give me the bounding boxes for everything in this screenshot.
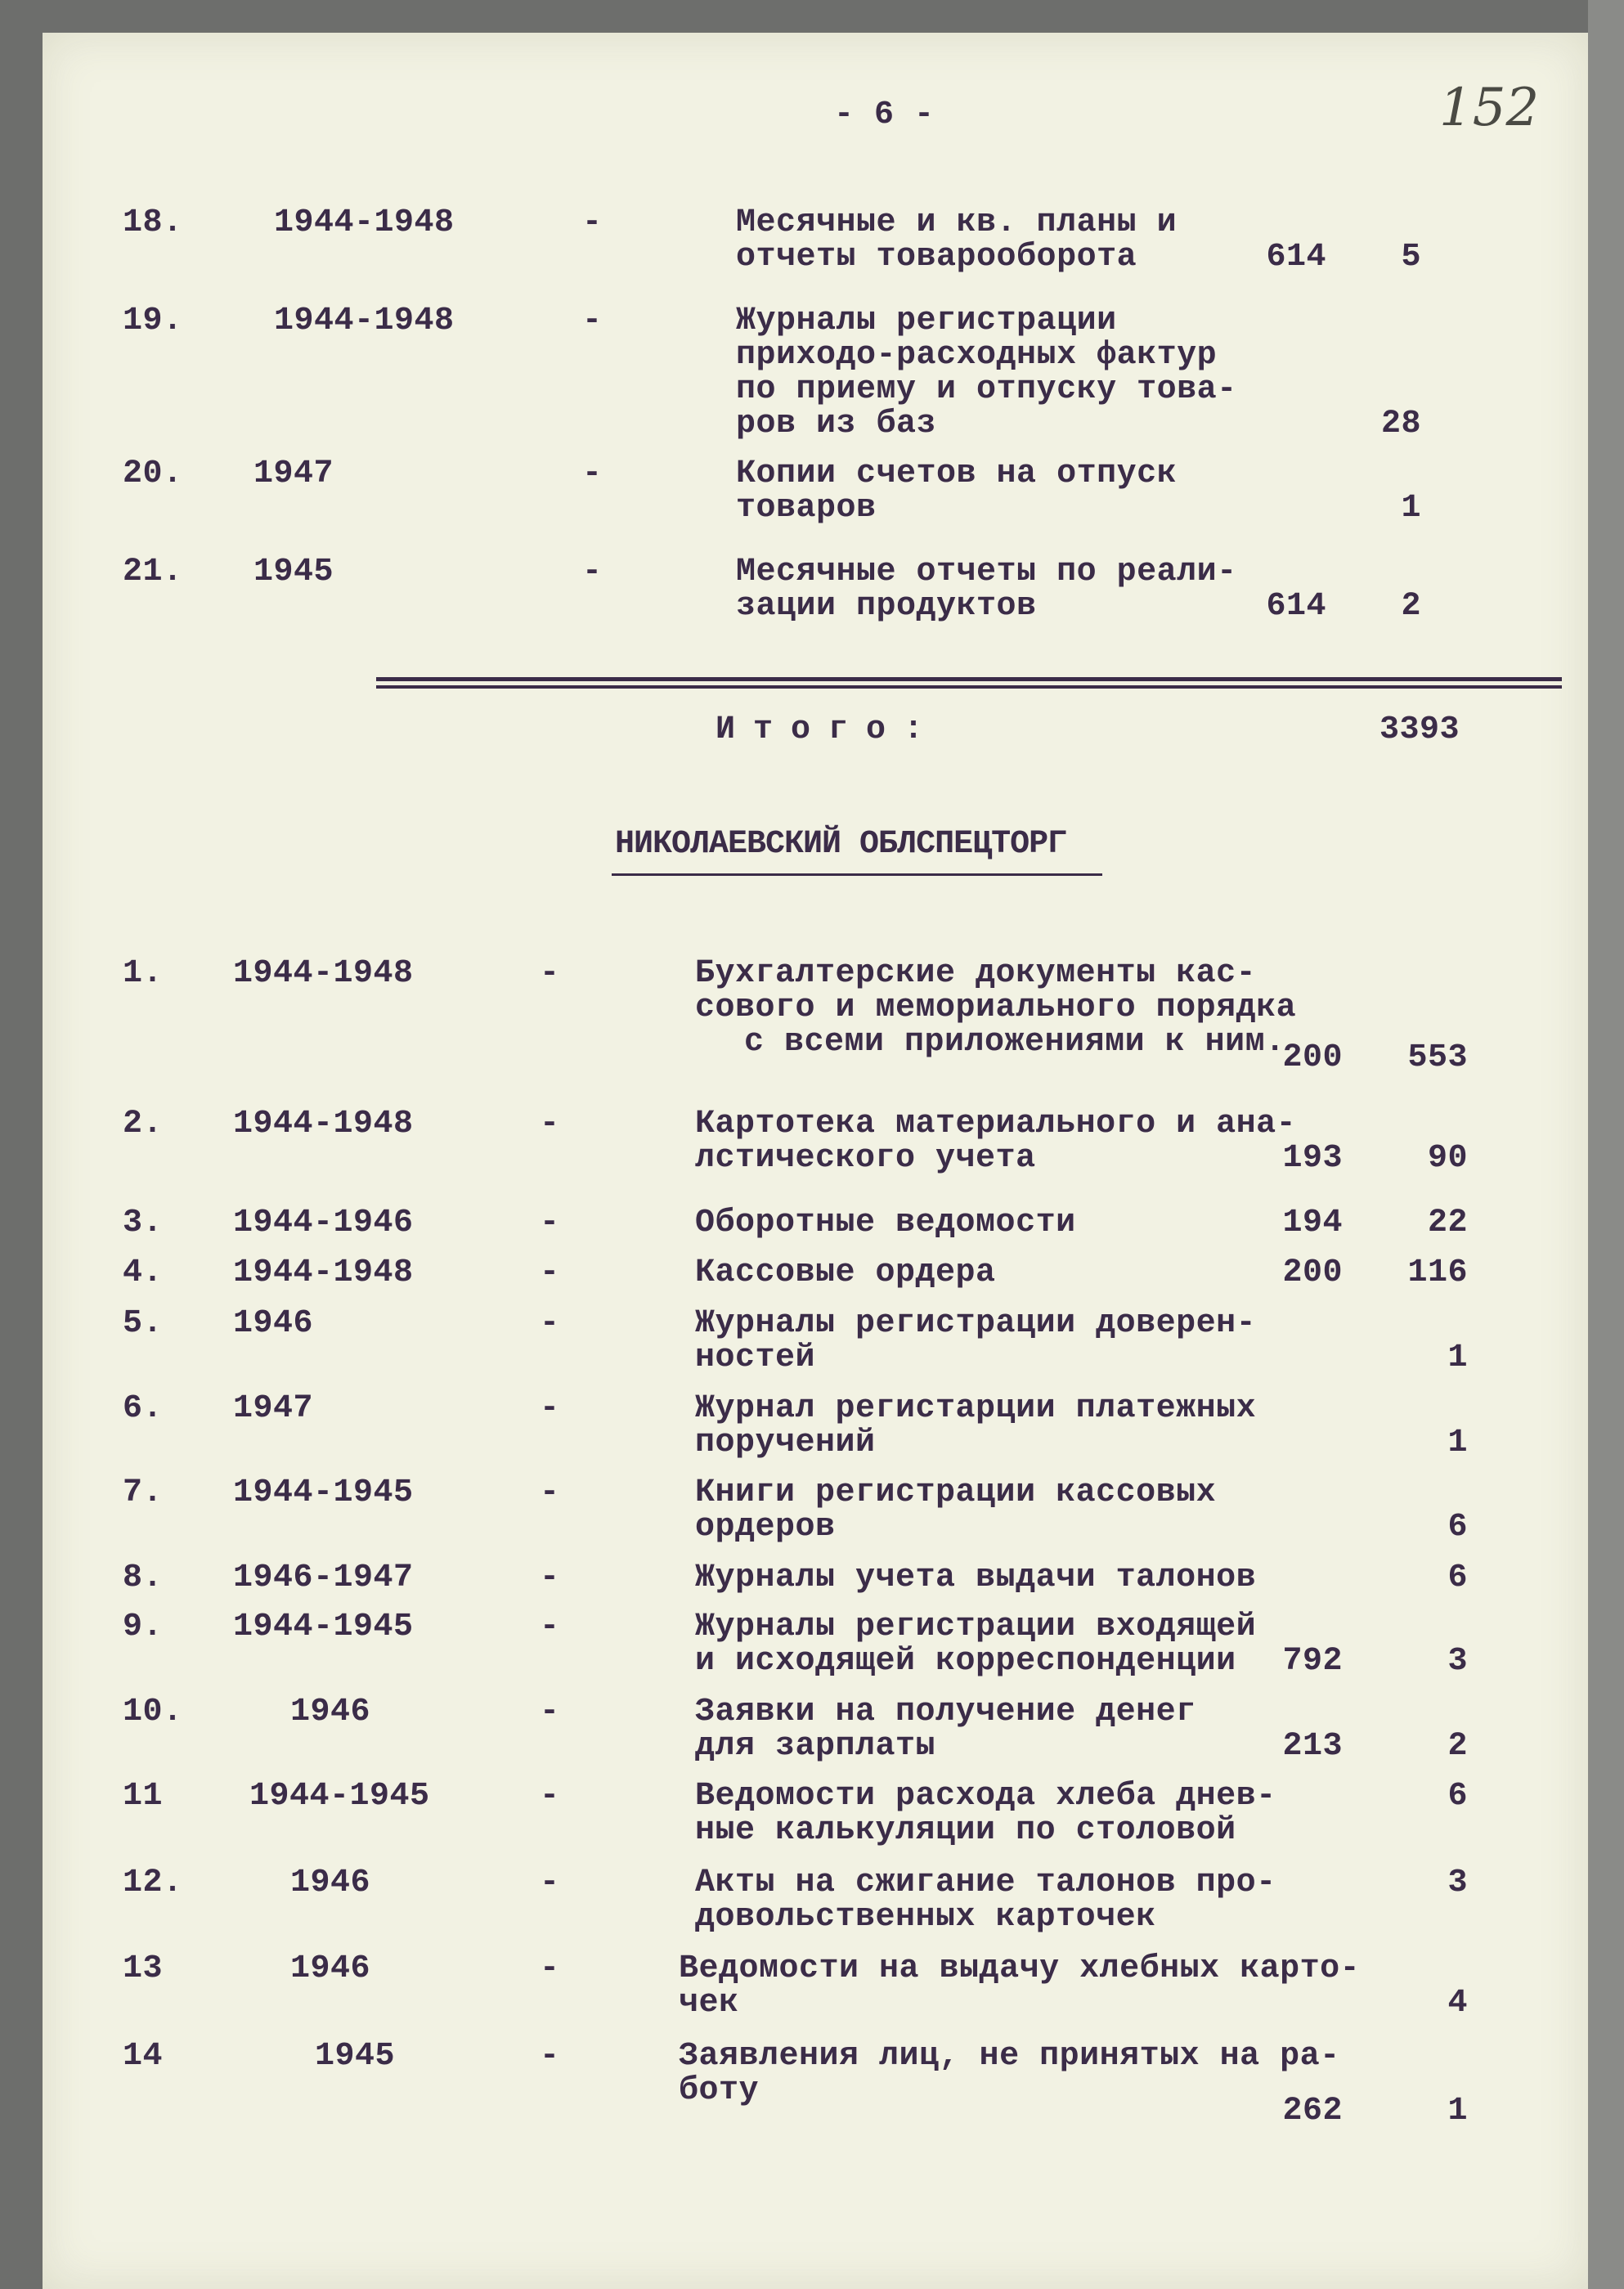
row-item-count: 4 (1447, 1985, 1468, 2022)
row-description-line: Журналы регистрации доверен- (695, 1305, 1257, 1342)
row-description-line: для зарплаты (695, 1728, 936, 1765)
row-years: 1944-1948 (274, 204, 455, 241)
row-description-line: Месячные отчеты по реали- (736, 554, 1237, 590)
row-item-count: 1 (1447, 2093, 1468, 2130)
row-item-count: 553 (1407, 1039, 1468, 1076)
row-item-count: 116 (1407, 1254, 1468, 1291)
row-years: 1944-1948 (233, 1254, 414, 1291)
row-number: 10. (123, 1694, 183, 1730)
row-years: 1944-1945 (233, 1474, 414, 1511)
row-number: 20. (123, 456, 183, 492)
row-dash: - (540, 1254, 560, 1291)
row-years: 1946-1947 (233, 1560, 414, 1596)
double-rule-top (376, 677, 1562, 681)
row-description-line: Кассовые ордера (695, 1254, 996, 1291)
row-description-line: Журналы учета выдачи талонов (695, 1560, 1257, 1596)
scanner-background (1588, 0, 1624, 2289)
row-dash: - (540, 1694, 560, 1730)
row-years: 1944-1945 (233, 1609, 414, 1645)
row-description-line: с всеми приложениями к ним. (744, 1024, 1285, 1061)
row-description-line: Месячные и кв. планы и (736, 204, 1178, 241)
row-item-count: 6 (1447, 1560, 1468, 1596)
row-dash: - (540, 1305, 560, 1342)
row-number: 11 (123, 1778, 164, 1815)
row-description-line: чек (679, 1985, 739, 2022)
row-description-line: Копии счетов на отпуск (736, 456, 1178, 492)
row-item-count: 90 (1427, 1140, 1468, 1177)
total-value: 3393 (1379, 711, 1460, 748)
row-dash: - (582, 456, 603, 492)
row-years: 1947 (253, 456, 334, 492)
row-number: 18. (123, 204, 183, 241)
row-years: 1946 (290, 1865, 371, 1901)
row-item-count: 2 (1447, 1728, 1468, 1765)
row-item-count: 5 (1401, 239, 1421, 276)
row-dash: - (540, 1390, 560, 1427)
row-number: 19. (123, 303, 183, 339)
row-description-line: ров из баз (736, 406, 937, 442)
row-years: 1946 (290, 1950, 371, 1987)
row-description-line: лстического учета (695, 1140, 1036, 1177)
row-dash: - (540, 1205, 560, 1241)
row-fund-number: 792 (1282, 1643, 1343, 1680)
row-description-line: боту (679, 2072, 760, 2109)
row-dash: - (540, 1474, 560, 1511)
row-fund-number: 200 (1282, 1039, 1343, 1076)
row-description-line: сового и мемориального порядка (695, 990, 1297, 1026)
row-years: 1944-1946 (233, 1205, 414, 1241)
row-fund-number: 200 (1282, 1254, 1343, 1291)
row-description-line: Акты на сжигание талонов про- (695, 1865, 1276, 1901)
row-years: 1945 (315, 2038, 396, 2075)
row-description-line: довольственных карточек (695, 1899, 1156, 1936)
row-number: 6. (123, 1390, 164, 1427)
row-description-line: и исходящей корреспонденции (695, 1643, 1236, 1680)
row-description-line: Оборотные ведомости (695, 1205, 1076, 1241)
page-number: - 6 - (834, 96, 935, 133)
row-years: 1944-1948 (274, 303, 455, 339)
row-number: 9. (123, 1609, 164, 1645)
row-dash: - (540, 1106, 560, 1142)
row-description-line: по приему и отпуску това- (736, 371, 1237, 408)
row-years: 1944-1945 (249, 1778, 430, 1815)
row-description-line: Картотека материального и ана- (695, 1106, 1297, 1142)
row-description-line: Ведомости на выдачу хлебных карто- (679, 1950, 1361, 1987)
row-dash: - (540, 1778, 560, 1815)
row-item-count: 1 (1401, 490, 1421, 527)
row-dash: - (582, 204, 603, 241)
row-dash: - (540, 955, 560, 992)
row-years: 1945 (253, 554, 334, 590)
row-dash: - (540, 2038, 560, 2075)
row-number: 3. (123, 1205, 164, 1241)
row-item-count: 2 (1401, 588, 1421, 625)
row-description-line: товаров (736, 490, 877, 527)
row-item-count: 1 (1447, 1340, 1468, 1376)
section2-title: НИКОЛАЕВСКИЙ ОБЛСПЕЦТОРГ (615, 826, 1067, 863)
row-description-line: Ведомости расхода хлеба днев- (695, 1778, 1276, 1815)
row-description-line: ордеров (695, 1509, 836, 1546)
row-item-count: 3 (1447, 1865, 1468, 1901)
row-dash: - (540, 1865, 560, 1901)
row-description-line: Книги регистрации кассовых (695, 1474, 1217, 1511)
row-years: 1944-1948 (233, 1106, 414, 1142)
row-years: 1944-1948 (233, 955, 414, 992)
row-description-line: Журнал регистарции платежных (695, 1390, 1257, 1427)
row-number: 14 (123, 2038, 164, 2075)
row-item-count: 6 (1447, 1509, 1468, 1546)
row-description-line: Журналы регистрации (736, 303, 1117, 339)
row-description-line: приходо-расходных фактур (736, 337, 1218, 374)
section2-title-underline (612, 873, 1102, 876)
row-dash: - (540, 1609, 560, 1645)
row-fund-number: 614 (1266, 239, 1326, 276)
row-years: 1946 (290, 1694, 371, 1730)
row-number: 5. (123, 1305, 164, 1342)
row-number: 21. (123, 554, 183, 590)
row-number: 13 (123, 1950, 164, 1987)
row-description-line: зации продуктов (736, 588, 1037, 625)
row-fund-number: 194 (1282, 1205, 1343, 1241)
row-description-line: ные калькуляции по столовой (695, 1812, 1236, 1849)
handwritten-sheet-number: 152 (1439, 78, 1540, 138)
row-description-line: Журналы регистрации входящей (695, 1609, 1257, 1645)
row-number: 7. (123, 1474, 164, 1511)
row-item-count: 28 (1380, 406, 1421, 442)
row-years: 1946 (233, 1305, 314, 1342)
row-number: 12. (123, 1865, 183, 1901)
row-dash: - (540, 1560, 560, 1596)
row-number: 2. (123, 1106, 164, 1142)
row-description-line: Заявления лиц, не принятых на ра- (679, 2038, 1340, 2075)
row-fund-number: 193 (1282, 1140, 1343, 1177)
row-item-count: 3 (1447, 1643, 1468, 1680)
row-years: 1947 (233, 1390, 314, 1427)
row-fund-number: 262 (1282, 2093, 1343, 2130)
row-number: 4. (123, 1254, 164, 1291)
row-description-line: ностей (695, 1340, 816, 1376)
double-rule-bottom (376, 685, 1562, 689)
row-number: 8. (123, 1560, 164, 1596)
row-item-count: 22 (1427, 1205, 1468, 1241)
row-description-line: поручений (695, 1425, 876, 1461)
row-description-line: Бухгалтерские документы кас- (695, 955, 1257, 992)
row-dash: - (540, 1950, 560, 1987)
row-item-count: 6 (1447, 1778, 1468, 1815)
row-description-line: отчеты товарооборота (736, 239, 1137, 276)
total-label: Итого: (716, 711, 942, 748)
row-number: 1. (123, 955, 164, 992)
row-dash: - (582, 554, 603, 590)
row-fund-number: 614 (1266, 588, 1326, 625)
row-fund-number: 213 (1282, 1728, 1343, 1765)
row-dash: - (582, 303, 603, 339)
row-item-count: 1 (1447, 1425, 1468, 1461)
row-description-line: Заявки на получение денег (695, 1694, 1196, 1730)
